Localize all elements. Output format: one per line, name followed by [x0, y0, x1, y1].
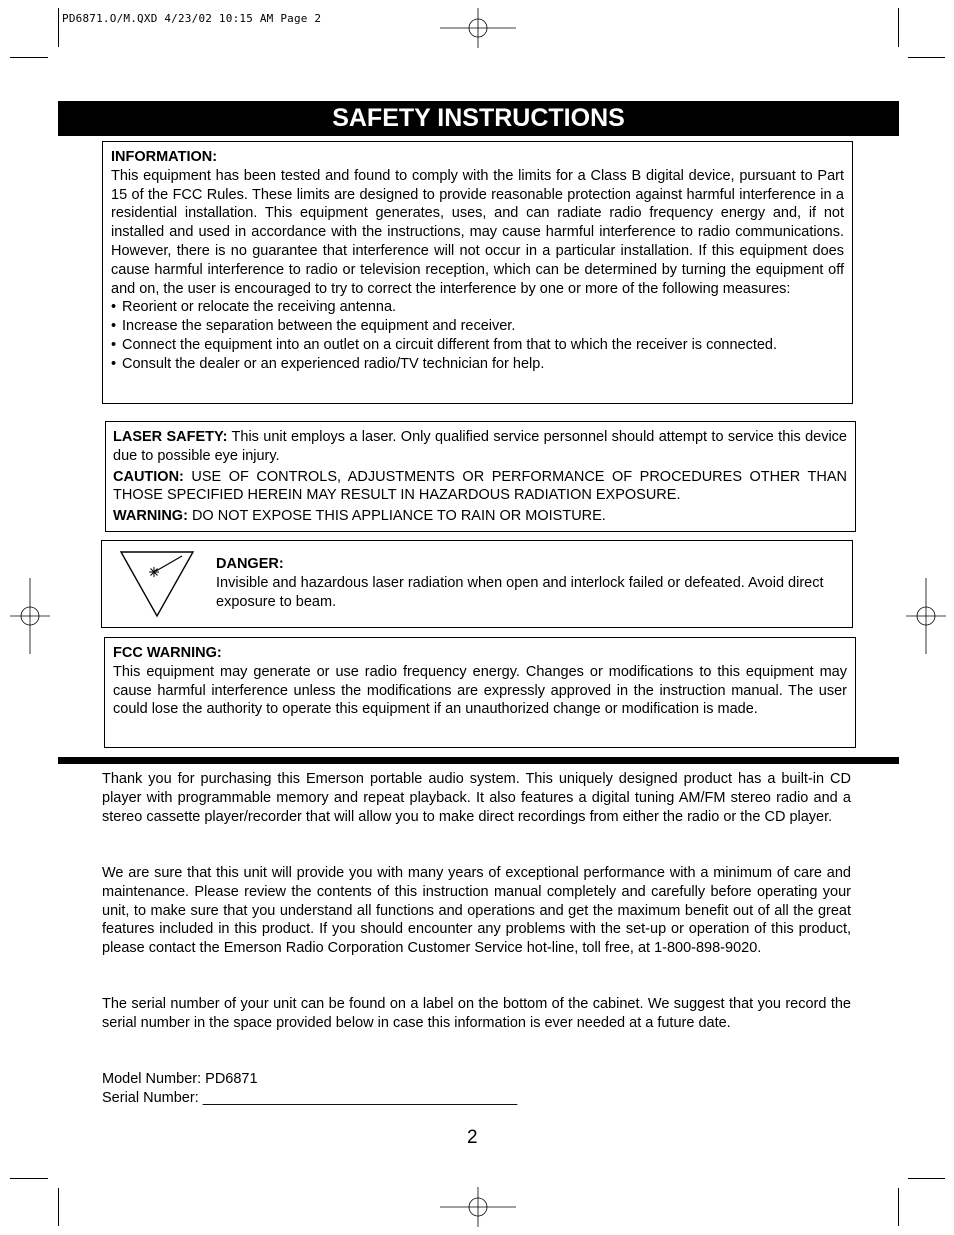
caution-text: USE OF CONTROLS, ADJUSTMENTS OR PERFORMANCE OF PROCEDURES OTHER THAN THOSE SPECIFIED HEREIN MAY RESULT IN HAZARDOUS RADIATION EXPOSURE. — [113, 468, 847, 504]
page-title: SAFETY INSTRUCTIONS — [58, 101, 899, 136]
page-number: 2 — [467, 1127, 478, 1148]
crop-mark — [10, 1178, 48, 1179]
serial-info-paragraph: The serial number of your unit can be found on a label on the bottom of the cabinet. We suggest that you record the serial number in the space provided below in case this information is ever needed at a future date. — [102, 996, 851, 1031]
crop-mark — [908, 57, 945, 58]
warning-paragraph — [113, 507, 847, 526]
performance-paragraph: We are sure that this unit will provide you with many years of exceptional performance with a minimum of care and maintenance. Please review the contents of this instruction manual completely and carefully before operating your unit, to make sure that you understand all functions and operations and get the maximum benefit out of all the great features included in this product. If you should encounter any problems with the set-up or operation of this product, please contact the Emerson Radio Corporation Customer Service hot-line, toll free, at 1-800-898-9020. — [102, 865, 851, 957]
registration-crosshair-icon — [440, 1187, 516, 1227]
crop-mark — [898, 8, 899, 47]
danger-text: Invisible and hazardous laser radiation when open and interlock failed or defeated. Avoid direct exposure to beam. — [216, 574, 824, 610]
laser-safety-box — [105, 421, 856, 532]
warning-text: DO NOT EXPOSE THIS APPLIANCE TO RAIN OR MOISTURE. — [187, 508, 606, 525]
information-box — [102, 141, 853, 404]
danger-content — [216, 555, 836, 611]
crop-mark — [898, 1188, 899, 1226]
fcc-warning-box — [104, 637, 856, 748]
list-item: • Connect the equipment into an outlet on a circuit different from that to which the receiver is connected. — [111, 336, 844, 355]
registration-crosshair-icon — [440, 8, 516, 48]
registration-crosshair-icon — [906, 578, 946, 654]
list-item: • Reorient or relocate the receiving antenna. — [111, 298, 844, 317]
warning-label: WARNING: — [113, 508, 188, 525]
caution-paragraph — [113, 468, 847, 506]
danger-heading: DANGER: — [216, 556, 284, 572]
caution-label: CAUTION: — [113, 468, 184, 485]
fcc-warning-heading: FCC WARNING: — [113, 645, 222, 661]
list-item: • Consult the dealer or an experienced radio/TV technician for help. — [111, 355, 844, 374]
section-divider — [58, 757, 899, 764]
information-body: This equipment has been tested and found to comply with the limits for a Class B digital device, pursuant to Part 15 of the FCC Rules. These limits are designed to provide reasonable protection against harmful interference in a residential installation. This equipment generates, uses, and can radiate radio frequency energy and, if not installed and used in accordance with the instructions, may cause harmful interference to radio communications. However, there is no guarantee that interference will not occur in a particular installation. If this equipment does cause harmful interference to radio or television reception, which can be determined by turning the equipment off and on, the user is encouraged to try to correct the interference by one or more of the following measures: — [111, 167, 844, 297]
crop-mark — [58, 8, 59, 47]
laser-safety-paragraph — [113, 428, 847, 466]
crop-mark — [58, 1188, 59, 1226]
list-item: • Increase the separation between the equipment and receiver. — [111, 317, 844, 336]
crop-mark — [908, 1178, 945, 1179]
laser-safety-label: LASER SAFETY: — [113, 429, 228, 445]
fcc-warning-text: This equipment may generate or use radio frequency energy. Changes or modifications to this equipment may cause harmful interference unless the modifications are expressly approved in the instruction manual. The user could lose the authority to operate this equipment if an unauthorized change or modification is made. — [113, 663, 847, 718]
model-number-line: Model Number: PD6871 — [102, 1071, 258, 1087]
registration-crosshair-icon — [10, 578, 50, 654]
laser-warning-triangle-icon — [118, 550, 196, 618]
danger-box — [101, 540, 853, 628]
crop-mark — [10, 57, 48, 58]
file-slug: PD6871.O/M.QXD 4/23/02 10:15 AM Page 2 — [62, 12, 322, 25]
intro-paragraph: Thank you for purchasing this Emerson portable audio system. This uniquely designed product has a built-in CD player with programmable memory and repeat playback. It also features a digital tuning AM/FM stereo radio and a stereo cassette player/recorder that will allow you to make direct recordings from either the radio or the CD player. — [102, 771, 851, 825]
laser-safety-text: This unit employs a laser. Only qualified service personnel should attempt to service this device due to possible eye injury. — [113, 429, 847, 464]
information-heading: INFORMATION: — [111, 149, 218, 165]
serial-number-line: Serial Number: _______________________________________ — [102, 1090, 518, 1106]
measures-list — [111, 298, 844, 373]
